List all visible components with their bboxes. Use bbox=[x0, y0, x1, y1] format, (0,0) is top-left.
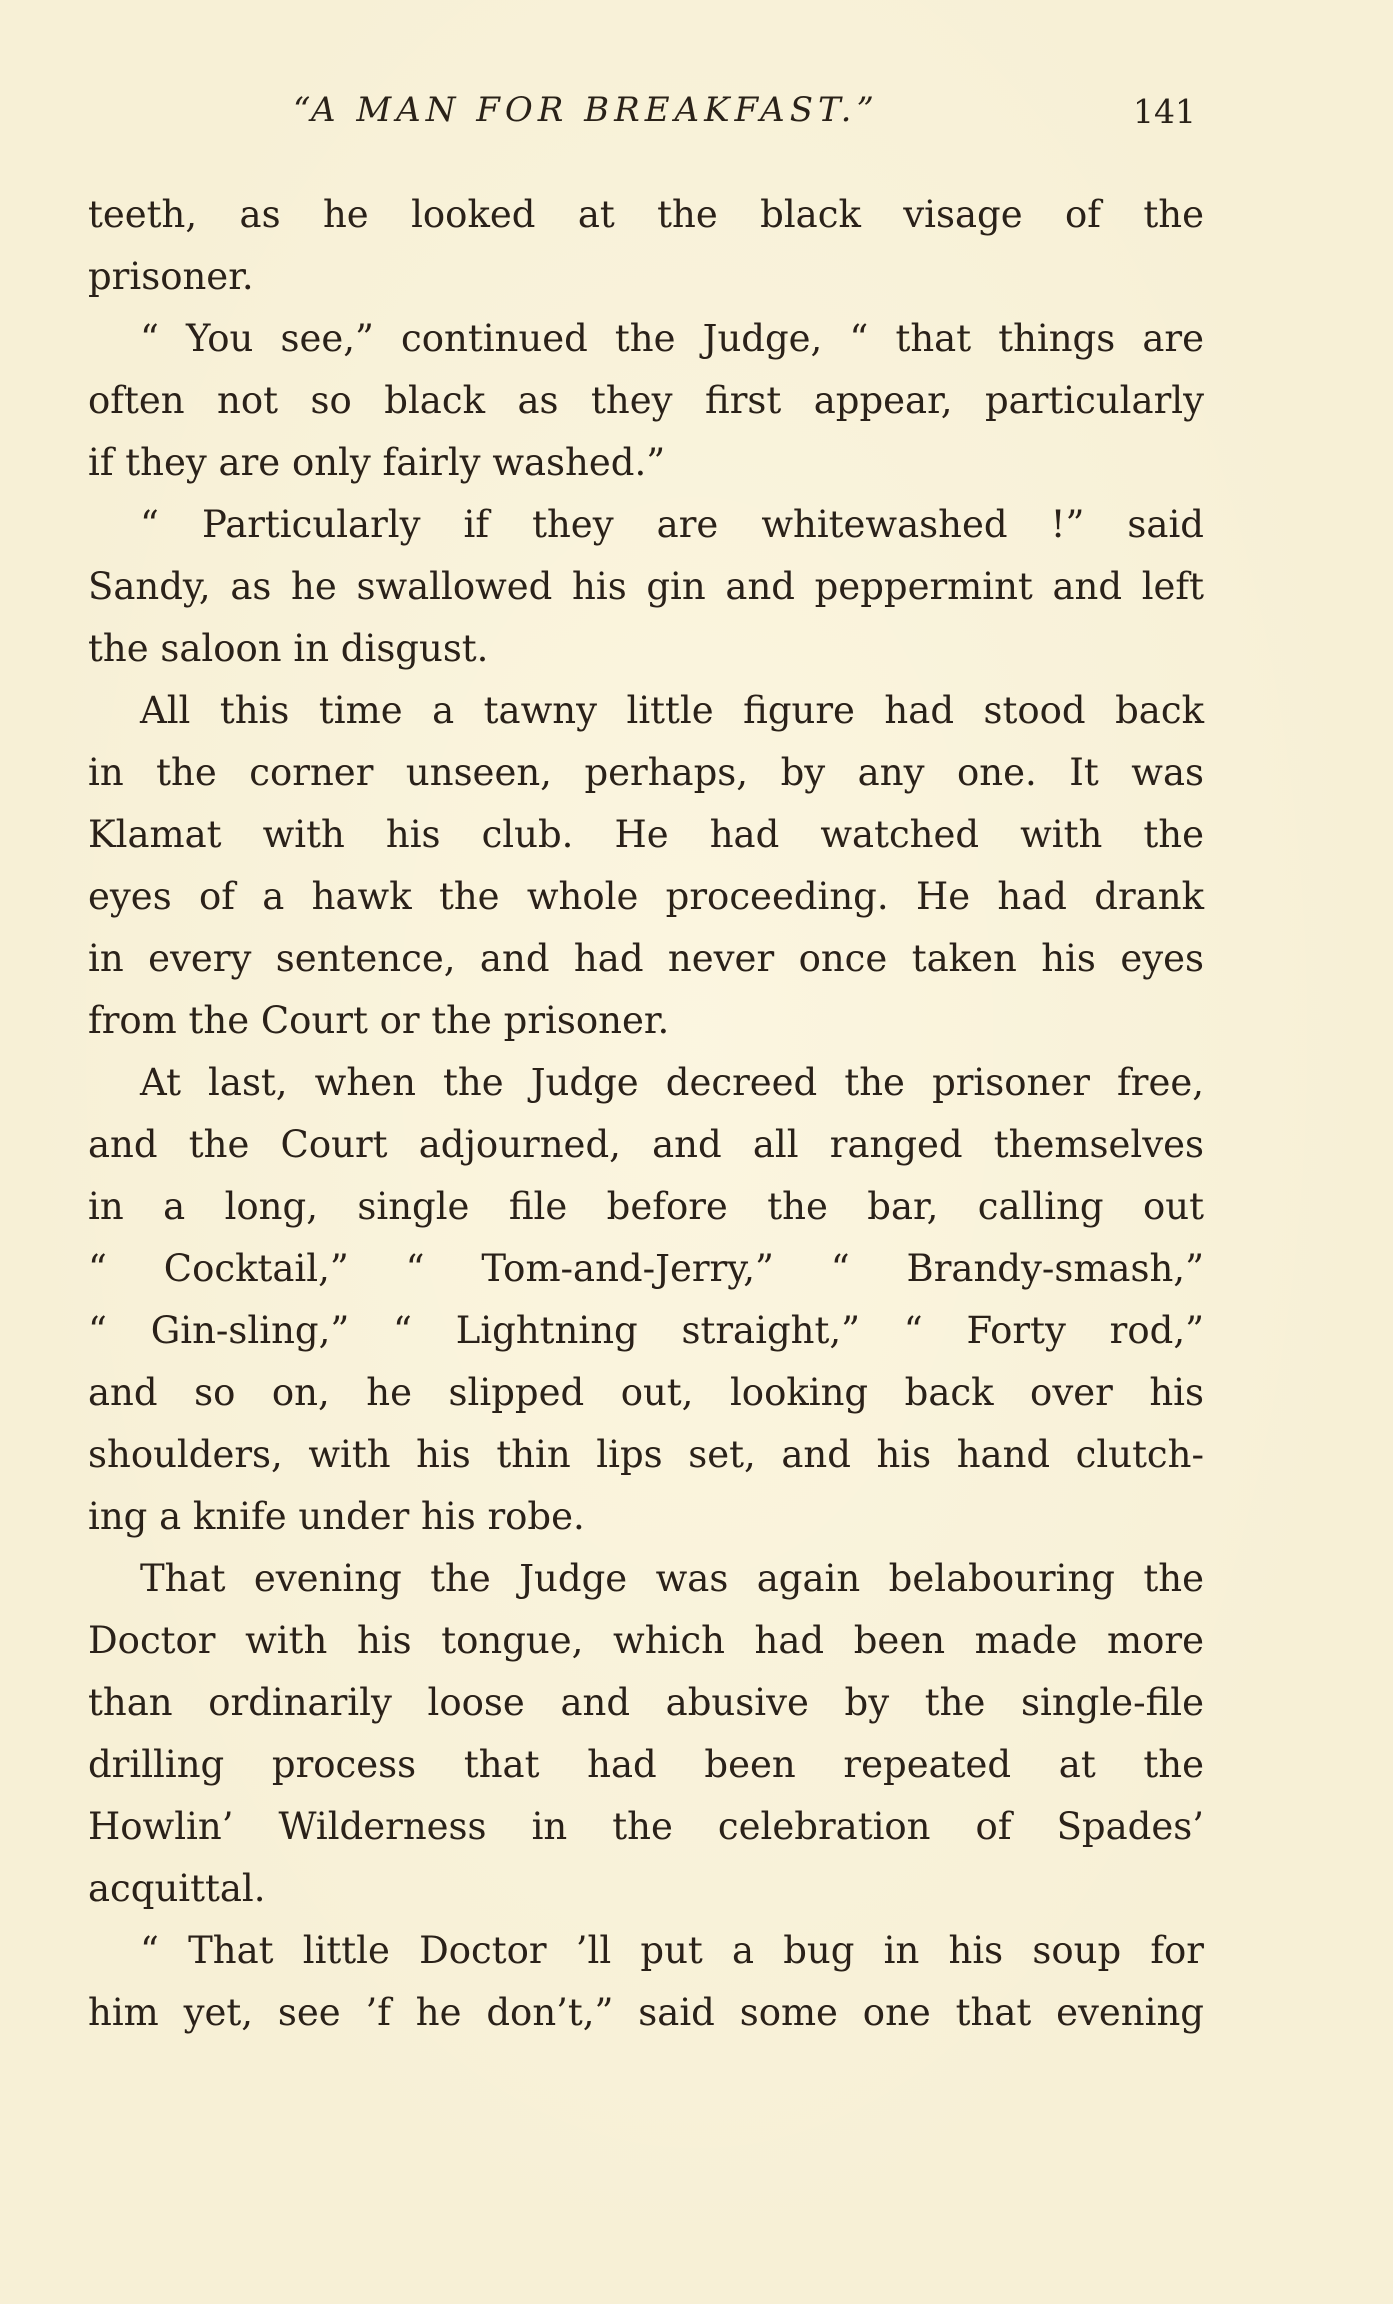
text-line: acquittal. bbox=[88, 1867, 266, 1910]
text-line: than ordinarily loose and abusive by the single-file bbox=[88, 1681, 1204, 1724]
text-line: prisoner. bbox=[88, 255, 254, 298]
text-line: eyes of a hawk the whole proceeding. He had drank bbox=[88, 875, 1204, 918]
text-line: drilling process that had been repeated at the bbox=[88, 1743, 1204, 1786]
text-line: At last, when the Judge decreed the prisoner free, bbox=[140, 1061, 1204, 1104]
text-line: Doctor with his tongue, which had been made more bbox=[88, 1619, 1204, 1662]
text-line: from the Court or the prisoner. bbox=[88, 999, 670, 1042]
text-line: and the Court adjourned, and all ranged themselves bbox=[88, 1123, 1204, 1166]
text-line: if they are only fairly washed.” bbox=[88, 441, 666, 484]
text-line: “ That little Doctor ’ll put a bug in his soup for bbox=[140, 1929, 1204, 1972]
text-line: teeth, as he looked at the black visage of the bbox=[88, 193, 1204, 236]
text-line: in the corner unseen, perhaps, by any one. It was bbox=[88, 751, 1204, 794]
text-line: “ Gin-sling,” “ Lightning straight,” “ Forty rod,” bbox=[88, 1309, 1204, 1352]
body-text bbox=[88, 184, 1204, 2044]
text-line: shoulders, with his thin lips set, and his hand clutch- bbox=[88, 1433, 1204, 1476]
running-title: “A MAN FOR BREAKFAST.” bbox=[293, 90, 879, 130]
text-line: “ Particularly if they are whitewashed !” said bbox=[140, 503, 1204, 546]
text-line: Sandy, as he swallowed his gin and peppermint and left bbox=[88, 565, 1204, 608]
text-line: Howlin’ Wilderness in the celebration of Spades’ bbox=[88, 1805, 1204, 1848]
text-line: “ Cocktail,” “ Tom-and-Jerry,” “ Brandy-smash,” bbox=[88, 1247, 1204, 1290]
running-head bbox=[88, 90, 1204, 140]
text-line: All this time a tawny little figure had stood back bbox=[140, 689, 1204, 732]
text-line: the saloon in disgust. bbox=[88, 627, 489, 670]
page-number: 141 bbox=[1133, 92, 1196, 131]
text-line: in every sentence, and had never once taken his eyes bbox=[88, 937, 1204, 980]
text-line: That evening the Judge was again belabouring the bbox=[140, 1557, 1204, 1600]
text-line: ing a knife under his robe. bbox=[88, 1495, 585, 1538]
text-line: him yet, see ’f he don’t,” said some one that evening bbox=[88, 1991, 1204, 2034]
text-line: Klamat with his club. He had watched with the bbox=[88, 813, 1204, 856]
text-line: in a long, single file before the bar, calling out bbox=[88, 1185, 1204, 1228]
text-line: and so on, he slipped out, looking back over his bbox=[88, 1371, 1204, 1414]
text-line: “ You see,” continued the Judge, “ that things are bbox=[140, 317, 1204, 360]
text-line: often not so black as they first appear, particularly bbox=[88, 379, 1204, 422]
